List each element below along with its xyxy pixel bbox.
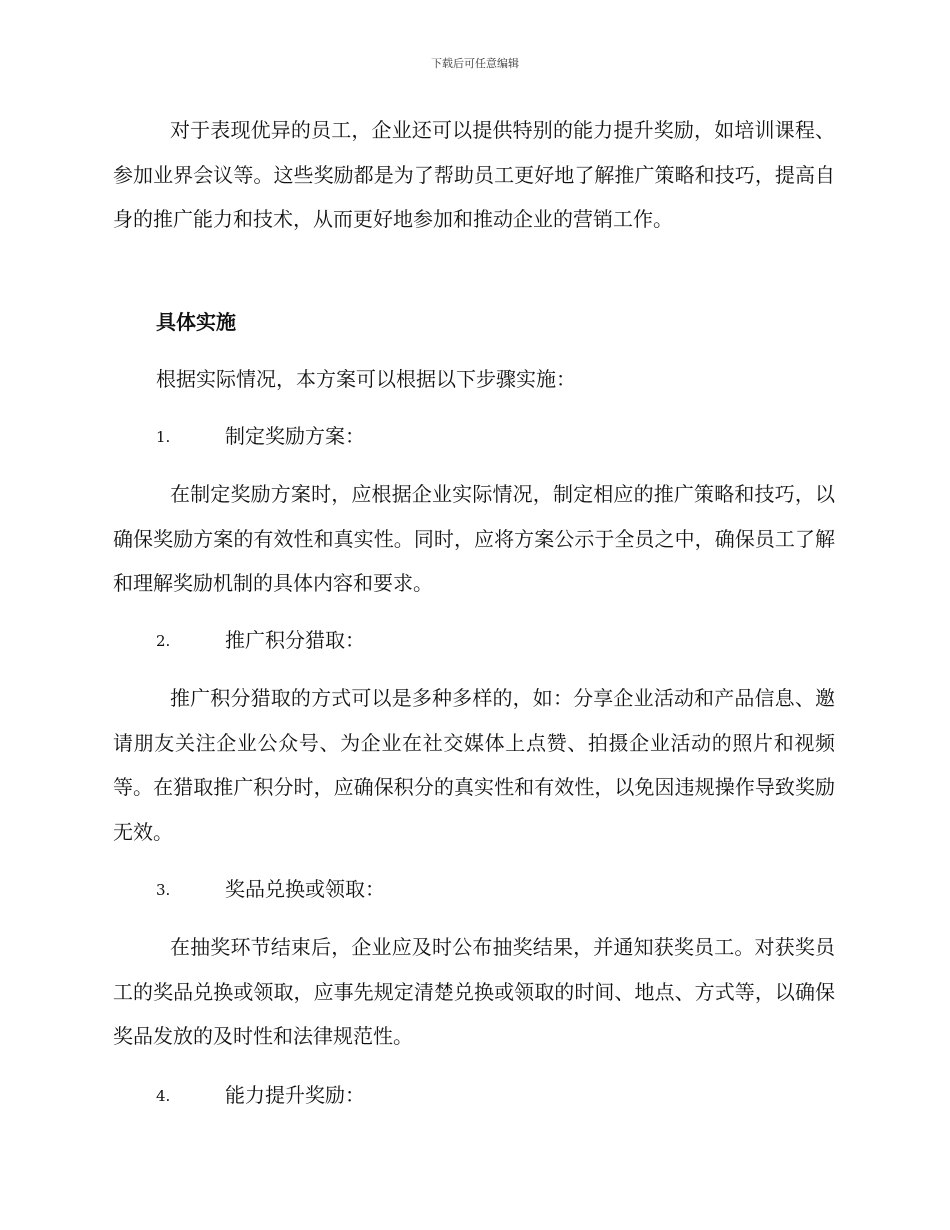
- step-label: 推广积分猎取：: [225, 628, 365, 652]
- step-number: 2.: [156, 632, 171, 650]
- intro-paragraph: 对于表现优异的员工，企业还可以提供特别的能力提升奖励，如培训课程、参加业界会议等。这些奖励都是为了帮助员工更好地了解推广策略和技巧，提高自身的推广能力和技术，从而更好地参加和推动企业的营销工作。: [113, 118, 835, 231]
- step-3-body: 在抽奖环节结束后，企业应及时公布抽奖结果，并通知获奖员工。对获奖员工的奖品兑换或领取，应事先规定清楚兑换或领取的时间、地点、方式等，以确保奖品发放的及时性和法律规范性。: [113, 935, 835, 1048]
- step-label: 能力提升奖励：: [225, 1083, 365, 1107]
- step-number: 3.: [156, 881, 171, 899]
- step-number: 1.: [156, 428, 171, 446]
- section-intro: 根据实际情况，本方案可以根据以下步骤实施：: [156, 367, 576, 391]
- step-1-body: 在制定奖励方案时，应根据企业实际情况，制定相应的推广策略和技巧，以确保奖励方案的有效性和真实性。同时，应将方案公示于全员之中，确保员工了解和理解奖励机制的具体内容和要求。: [113, 482, 835, 595]
- step-label: 奖品兑换或领取：: [225, 877, 385, 901]
- step-2-body: 推广积分猎取的方式可以是多种多样的，如：分享企业活动和产品信息、邀请朋友关注企业公众号、为企业在社交媒体上点赞、拍摄企业活动的照片和视频等。在猎取推广积分时，应确保积分的真实性和有效性，以免因违规操作导致奖励无效。: [113, 686, 835, 844]
- step-4: [156, 1081, 836, 1109]
- step-3: [156, 875, 836, 903]
- section-heading: 具体实施: [156, 310, 236, 334]
- step-label: 制定奖励方案：: [225, 424, 365, 448]
- step-number: 4.: [156, 1087, 171, 1105]
- step-1: [156, 422, 836, 450]
- step-2: [156, 626, 836, 654]
- header-note: 下载后可任意编辑: [431, 57, 519, 70]
